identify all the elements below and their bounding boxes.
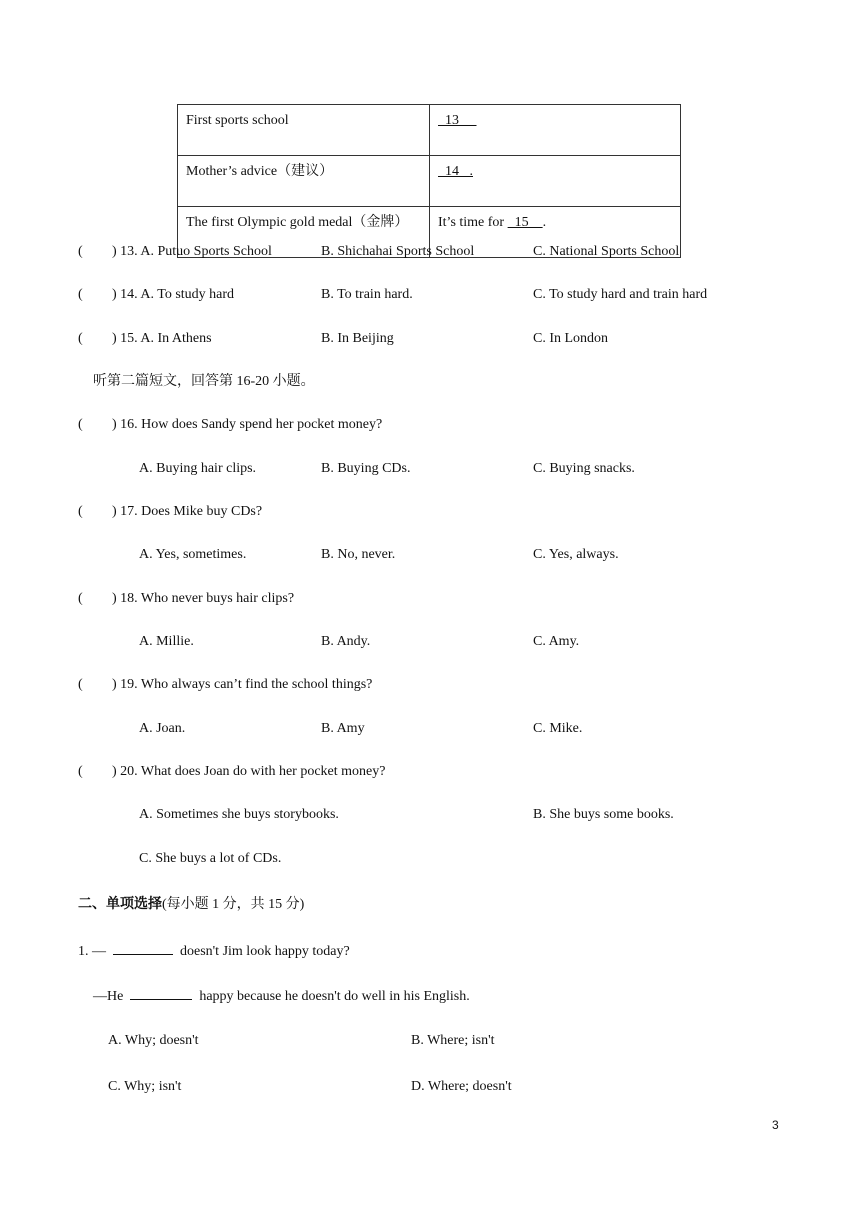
table-cell-answer: It’s time for 15 . [430,207,681,258]
option-19-b: B. Amy [321,721,365,736]
mc1-option-b: B. Where; isn't [411,1033,495,1048]
option-17-c: C. Yes, always. [533,547,619,562]
option-20-b: B. She buys some books. [533,807,674,822]
option-15-b: B. In Beijing [321,331,394,346]
question-15: ( ) 15. A. In Athens [78,331,212,346]
info-table [177,104,681,258]
table-cell-label: The first Olympic gold medal（金牌） [178,207,430,258]
table-row [178,105,681,156]
question-17: ( ) 17. Does Mike buy CDs? [78,504,263,519]
option-15-c: C. In London [533,331,609,346]
option-16-b: B. Buying CDs. [321,461,411,476]
option-13-c: C. National Sports School [533,244,680,259]
answer-blank-15: 15 [507,215,543,230]
answer-blank-13: 13 [438,113,477,128]
option-18-c: C. Amy. [533,634,580,649]
passage-2-intro: 听第二篇短文，回答第 16-20 小题。 [93,374,315,389]
option-19-a: A. Joan. [139,721,186,736]
option-16-a: A. Buying hair clips. [139,461,257,476]
option-17-a: A. Yes, sometimes. [139,547,247,562]
option-18-a: A. Millie. [139,634,194,649]
table-row [178,156,681,207]
option-20-c: C. She buys a lot of CDs. [139,851,282,866]
option-19-c: C. Mike. [533,721,583,736]
table-cell-answer [430,156,681,207]
question-19: ( ) 19. Who always can’t find the school things? [78,677,373,692]
page-number: 3 [772,1118,779,1132]
option-18-b: B. Andy. [321,634,371,649]
option-14-b: B. To train hard. [321,287,413,302]
table-cell-label: First sports school [178,105,430,156]
answer-blank [113,942,173,955]
table-cell-label: Mother’s advice（建议） [178,156,430,207]
question-13: ( ) 13. A. Putuo Sports School [78,244,272,259]
section-2-heading: 二、单项选择(每小题 1 分，共 15 分) [78,897,305,912]
table-cell-answer [430,105,681,156]
option-20-a: A. Sometimes she buys storybooks. [139,807,339,822]
mc-question-1-reply: —He happy because he doesn't do well in his English. [93,989,470,1004]
question-20: ( ) 20. What does Joan do with her pocket money? [78,764,386,779]
question-16: ( ) 16. How does Sandy spend her pocket money? [78,417,383,432]
mc1-option-d: D. Where; doesn't [411,1079,512,1094]
mc1-option-a: A. Why; doesn't [108,1033,199,1048]
question-18: ( ) 18. Who never buys hair clips? [78,591,295,606]
mc1-option-c: C. Why; isn't [108,1079,182,1094]
question-14: ( ) 14. A. To study hard [78,287,235,302]
option-16-c: C. Buying snacks. [533,461,635,476]
option-17-b: B. No, never. [321,547,396,562]
answer-blank-14: 14 . [438,164,473,179]
answer-blank [130,987,192,1000]
mc-question-1: 1. — doesn't Jim look happy today? [78,944,350,959]
option-13-b: B. Shichahai Sports School [321,244,475,259]
option-14-c: C. To study hard and train hard [533,287,708,302]
